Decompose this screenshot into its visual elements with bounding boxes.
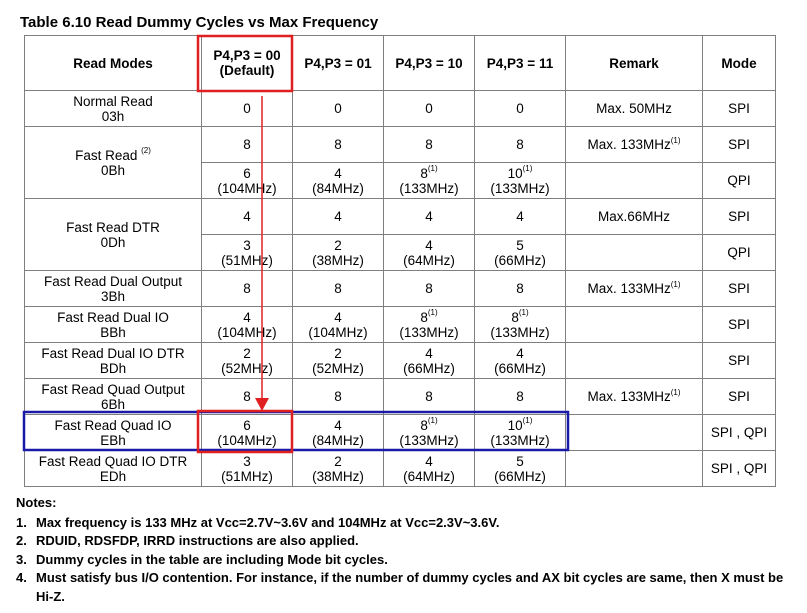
- remark-text: Max. 133MHz: [587, 137, 671, 152]
- note-number: 3.: [16, 551, 27, 567]
- mode-code: BDh: [99, 360, 127, 376]
- freq: (84MHz): [312, 432, 364, 448]
- footnote-ref: (1): [518, 308, 529, 317]
- cell-p01: [293, 163, 384, 199]
- cell-p11: [475, 343, 566, 379]
- mode-name-cell: [25, 307, 202, 343]
- notes-section: [16, 494, 796, 606]
- mode-name-cell: [25, 127, 202, 199]
- cell-mode: SPI , QPI: [703, 415, 776, 451]
- mode-name-cell: [25, 379, 202, 415]
- table-row: [25, 451, 776, 487]
- cell-p01: 8: [293, 271, 384, 307]
- cycles: 4: [425, 345, 433, 361]
- cell-p10: [384, 343, 475, 379]
- cycles: 4: [243, 309, 251, 325]
- mode-name: Fast Read Dual Output: [43, 273, 183, 289]
- cell-p00: 0: [202, 91, 293, 127]
- cell-p10: [384, 451, 475, 487]
- footnote-ref: (1): [522, 416, 533, 425]
- cycles: 2: [334, 453, 342, 469]
- mode-code: 0Dh: [100, 234, 126, 250]
- freq: (133MHz): [490, 324, 550, 340]
- table-row: [25, 307, 776, 343]
- cell-remark: [566, 163, 703, 199]
- mode-code: 3Bh: [100, 288, 126, 304]
- cell-p00: 8: [202, 271, 293, 307]
- cell-p11: 8: [475, 379, 566, 415]
- table-row: [25, 343, 776, 379]
- mode-name-cell: [25, 343, 202, 379]
- cycles: 4: [334, 417, 342, 433]
- freq: (64MHz): [403, 252, 455, 268]
- cell-p11: 8: [475, 271, 566, 307]
- cell-p00: [202, 343, 293, 379]
- note-item: [16, 532, 796, 551]
- cycles: 5: [516, 237, 524, 253]
- cell-remark: [566, 379, 703, 415]
- cell-mode: SPI: [703, 199, 776, 235]
- freq: (133MHz): [490, 432, 550, 448]
- cell-remark: [566, 271, 703, 307]
- mode-code: EBh: [100, 432, 126, 448]
- freq: (133MHz): [399, 180, 459, 196]
- cell-p11: [475, 163, 566, 199]
- mode-code: EDh: [99, 468, 127, 484]
- freq: (104MHz): [308, 324, 368, 340]
- cell-p00: [202, 235, 293, 271]
- mode-name: Fast Read Dual IO: [57, 309, 169, 325]
- cell-p10: 8: [384, 379, 475, 415]
- cell-p01: [293, 415, 384, 451]
- cell-p00: 8: [202, 127, 293, 163]
- cell-mode: SPI: [703, 379, 776, 415]
- cell-mode: SPI: [703, 307, 776, 343]
- footnote-ref: (1): [670, 135, 681, 145]
- remark-text: Max. 133MHz: [587, 389, 671, 404]
- mode-code: 0Bh: [100, 162, 126, 178]
- cell-p11: 0: [475, 91, 566, 127]
- mode-name: Fast Read Dual IO DTR: [41, 345, 185, 361]
- table-row: [25, 379, 776, 415]
- header-p00-label: P4,P3 = 00: [213, 48, 281, 63]
- cell-remark: [566, 415, 703, 451]
- cycles: 3: [243, 237, 251, 253]
- notes-heading: Notes:: [16, 495, 57, 510]
- cell-p10: [384, 415, 475, 451]
- cell-p11: [475, 415, 566, 451]
- mode-name-cell: [25, 271, 202, 307]
- cell-p00: [202, 451, 293, 487]
- cell-p01: 8: [293, 379, 384, 415]
- cycles: 8: [420, 417, 428, 433]
- cell-p00: 8: [202, 379, 293, 415]
- remark-text: Max. 133MHz: [587, 281, 671, 296]
- cell-p11: [475, 451, 566, 487]
- freq: (66MHz): [494, 360, 546, 376]
- cycles: 6: [243, 417, 251, 433]
- cell-mode: SPI: [703, 127, 776, 163]
- cell-mode: QPI: [703, 235, 776, 271]
- note-item: [16, 551, 796, 570]
- cycles: 5: [516, 453, 524, 469]
- freq: (38MHz): [312, 468, 364, 484]
- footnote-ref: (1): [427, 164, 438, 173]
- cell-p01: [293, 343, 384, 379]
- mode-name-cell: [25, 415, 202, 451]
- cell-remark: [566, 127, 703, 163]
- cell-p10: [384, 163, 475, 199]
- header-p11: P4,P3 = 11: [475, 36, 566, 91]
- freq: (133MHz): [399, 324, 459, 340]
- cycles: 8: [420, 165, 428, 181]
- note-number: 4.: [16, 570, 27, 585]
- cell-p10: 4: [384, 199, 475, 235]
- mode-code: BBh: [100, 324, 126, 340]
- note-item: [16, 514, 796, 533]
- mode-code: 6Bh: [100, 396, 126, 412]
- cycles: 10: [507, 417, 523, 433]
- header-p00-default: (Default): [219, 63, 275, 78]
- cycles: 2: [243, 345, 251, 361]
- mode-name: Fast Read: [75, 147, 138, 163]
- cell-remark: [566, 343, 703, 379]
- note-text: Must satisfy bus I/O contention. For instance, if the number of dummy cycles and AX bit cycles are same, then X must be Hi-Z.: [36, 570, 784, 604]
- cycles: 2: [334, 345, 342, 361]
- cell-p11: [475, 307, 566, 343]
- table-row: [25, 127, 776, 163]
- mode-name: Fast Read Quad Output: [41, 381, 185, 397]
- cycles: 4: [516, 345, 524, 361]
- cell-p00: 4: [202, 199, 293, 235]
- cell-remark: [566, 307, 703, 343]
- mode-name: Fast Read DTR: [66, 219, 160, 235]
- table-row-highlighted: [25, 415, 776, 451]
- cell-p01: [293, 451, 384, 487]
- mode-name-cell: [25, 91, 202, 127]
- cell-remark: [566, 235, 703, 271]
- cycles: 4: [334, 309, 342, 325]
- note-number: 1.: [16, 514, 27, 530]
- mode-name: Normal Read: [73, 93, 153, 109]
- freq: (66MHz): [494, 252, 546, 268]
- header-remark: Remark: [566, 36, 703, 91]
- cell-p10: 0: [384, 91, 475, 127]
- freq: (51MHz): [221, 252, 273, 268]
- cell-p01: [293, 235, 384, 271]
- cell-p00: [202, 415, 293, 451]
- header-p10: P4,P3 = 10: [384, 36, 475, 91]
- footnote-ref: (1): [670, 279, 681, 289]
- cell-mode: SPI: [703, 91, 776, 127]
- footnote-ref: (1): [670, 387, 681, 397]
- footnote-ref: (2): [141, 146, 151, 155]
- cell-mode: QPI: [703, 163, 776, 199]
- cell-p00: [202, 307, 293, 343]
- cycles: 10: [507, 165, 523, 181]
- mode-name-cell: [25, 451, 202, 487]
- freq: (52MHz): [312, 360, 364, 376]
- dummy-cycles-table: [24, 35, 776, 487]
- cell-p01: 8: [293, 127, 384, 163]
- header-row: [25, 36, 776, 91]
- cycles: 6: [243, 165, 251, 181]
- mode-name: Fast Read Quad IO DTR: [38, 453, 188, 469]
- freq: (133MHz): [490, 180, 550, 196]
- note-text: Dummy cycles in the table are including Mode bit cycles.: [36, 551, 388, 567]
- freq: (66MHz): [494, 468, 546, 484]
- footnote-ref: (1): [522, 164, 533, 173]
- freq: (104MHz): [217, 180, 277, 196]
- freq: (64MHz): [403, 468, 455, 484]
- note-number: 2.: [16, 533, 27, 548]
- freq: (66MHz): [403, 360, 455, 376]
- cycles: 8: [420, 309, 428, 325]
- note-text: RDUID, RDSFDP, IRRD instructions are also applied.: [36, 533, 359, 548]
- footnote-ref: (1): [427, 308, 438, 317]
- freq: (38MHz): [312, 252, 364, 268]
- mode-name: Fast Read Quad IO: [54, 417, 172, 433]
- cell-remark: Max. 50MHz: [566, 91, 703, 127]
- cell-p00: [202, 163, 293, 199]
- footnote-ref: (1): [427, 416, 438, 425]
- cell-mode: SPI: [703, 343, 776, 379]
- header-mode: Mode: [703, 36, 776, 91]
- freq: (133MHz): [399, 432, 459, 448]
- mode-code: 03h: [101, 108, 125, 124]
- cell-p11: [475, 235, 566, 271]
- note-text: Max frequency is 133 MHz at Vcc=2.7V~3.6V and 104MHz at Vcc=2.3V~3.6V.: [36, 514, 500, 530]
- cycles: 2: [334, 237, 342, 253]
- cell-p10: 8: [384, 271, 475, 307]
- cell-p11: 4: [475, 199, 566, 235]
- cycles: 4: [334, 165, 342, 181]
- cycles: 8: [511, 309, 519, 325]
- cell-mode: SPI , QPI: [703, 451, 776, 487]
- freq: (84MHz): [312, 180, 364, 196]
- mode-name-cell: [25, 199, 202, 271]
- freq: (52MHz): [221, 360, 273, 376]
- cell-mode: SPI: [703, 271, 776, 307]
- cell-p01: 4: [293, 199, 384, 235]
- cell-p01: 0: [293, 91, 384, 127]
- freq: (104MHz): [217, 432, 277, 448]
- header-p00: [202, 36, 293, 91]
- cell-p10: [384, 235, 475, 271]
- cycles: 4: [425, 237, 433, 253]
- freq: (104MHz): [217, 324, 277, 340]
- cell-p10: 8: [384, 127, 475, 163]
- freq: (51MHz): [221, 468, 273, 484]
- note-item: [16, 569, 796, 606]
- table-title: Table 6.10 Read Dummy Cycles vs Max Frequency: [20, 14, 379, 31]
- header-p01: P4,P3 = 01: [293, 36, 384, 91]
- cycles: 3: [243, 453, 251, 469]
- cell-p11: 8: [475, 127, 566, 163]
- table-row: [25, 271, 776, 307]
- cycles: 4: [425, 453, 433, 469]
- header-read-modes: Read Modes: [25, 36, 202, 91]
- cell-remark: Max.66MHz: [566, 199, 703, 235]
- table-row: [25, 199, 776, 235]
- cell-p01: [293, 307, 384, 343]
- cell-p10: [384, 307, 475, 343]
- cell-remark: [566, 451, 703, 487]
- table-row: [25, 91, 776, 127]
